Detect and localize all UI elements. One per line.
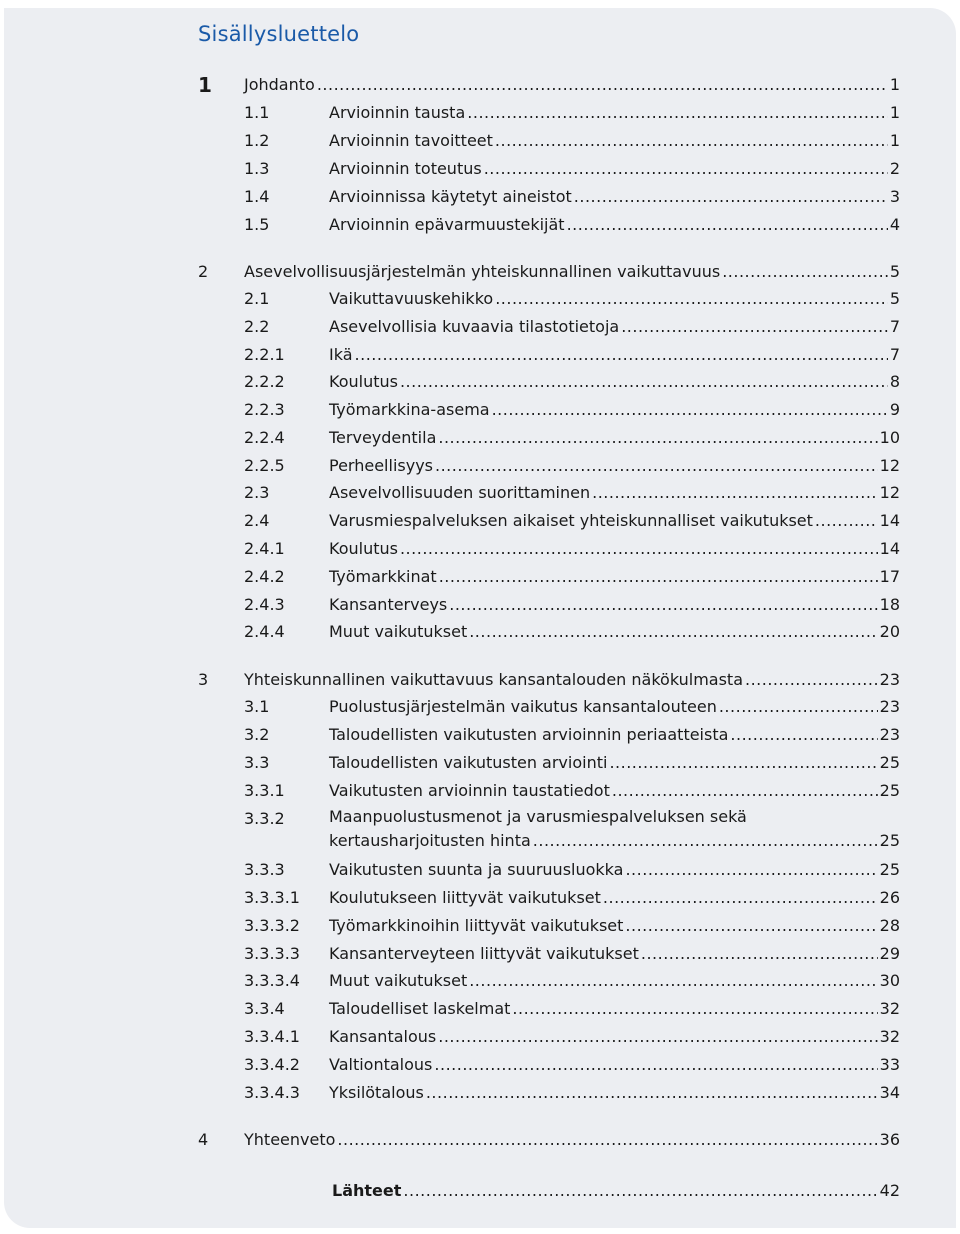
toc-entry-number: 1 (198, 73, 212, 97)
toc-entry-page-number: 5 (889, 262, 900, 281)
toc-entry-page-number: 25 (879, 860, 900, 879)
toc-entry[interactable] (198, 721, 900, 749)
toc-entry-number: 2.4.3 (244, 595, 285, 614)
toc-entry[interactable] (198, 211, 900, 239)
toc-entry[interactable] (198, 995, 900, 1023)
toc-entry-number: 3.3.3 (244, 860, 285, 879)
dot-leader (403, 1177, 877, 1205)
toc-entry[interactable] (198, 71, 900, 99)
dot-leader (400, 368, 888, 396)
dot-leader (434, 1051, 877, 1079)
toc-entry[interactable] (198, 618, 900, 646)
dot-leader (592, 479, 878, 507)
toc-entry-label: Asevelvollisuusjärjestelmän yhteiskunnallinen vaikuttavuus (244, 262, 721, 281)
toc-entry-page-number: 8 (889, 372, 900, 391)
toc-entry-page-number: 28 (879, 916, 900, 935)
toc-entry-number: 3.3.4.1 (244, 1027, 300, 1046)
toc-entry[interactable] (198, 693, 900, 721)
toc-entry-label: Asevelvollisuuden suorittaminen (329, 483, 591, 502)
toc-entry-label: Arvioinnin tausta (329, 103, 466, 122)
toc-entry-label: Koulutus (329, 372, 398, 391)
toc-entry-label: Työmarkkinat (329, 567, 437, 586)
dot-leader (719, 693, 878, 721)
toc-entry[interactable] (198, 749, 900, 777)
toc-entry[interactable] (198, 341, 900, 369)
toc-entry-number: 3.3.3.4 (244, 971, 300, 990)
toc-entry-label: Vaikuttavuuskehikko (329, 289, 494, 308)
toc-entry-page-number: 18 (879, 595, 900, 614)
toc-entry-page-number: 3 (889, 187, 900, 206)
toc-entry-page-number: 20 (879, 622, 900, 641)
dot-leader (435, 452, 878, 480)
toc-entry[interactable] (198, 258, 900, 286)
toc-entry-page-number: 12 (879, 456, 900, 475)
dot-leader (603, 884, 878, 912)
dot-leader (439, 563, 878, 591)
toc-entry-label: Arvioinnin epävarmuustekijät (329, 215, 565, 234)
toc-entry[interactable] (198, 127, 900, 155)
toc-entry-page-number: 30 (879, 971, 900, 990)
toc-entry-number: 3.3.3.3 (244, 944, 300, 963)
toc-entry[interactable] (198, 285, 900, 313)
toc-entry-label: Lähteet (332, 1181, 402, 1200)
toc-entry-number: 4 (198, 1130, 209, 1149)
dot-leader (512, 995, 877, 1023)
toc-entry[interactable] (198, 1126, 900, 1154)
toc-entry-number: 3.3.4 (244, 999, 285, 1018)
toc-entry[interactable] (198, 967, 900, 995)
dot-leader (621, 313, 888, 341)
toc-entry-number: 3.3 (244, 753, 270, 772)
dot-leader (337, 1126, 877, 1154)
toc-entry[interactable] (198, 452, 900, 480)
toc-entry-number: 3.3.4.2 (244, 1055, 300, 1074)
toc-entry[interactable] (198, 507, 900, 535)
toc-entry-number: 3.3.2 (244, 809, 285, 828)
toc-entry-page-number: 9 (889, 400, 900, 419)
toc-entry-label: Perheellisyys (329, 456, 433, 475)
dot-leader (469, 967, 877, 995)
toc-entry[interactable] (198, 940, 900, 968)
toc-entry-page-number: 29 (879, 944, 900, 963)
toc-entry[interactable] (198, 777, 900, 805)
toc-entry-label: Työmarkkinoihin liittyvät vaikutukset (329, 916, 624, 935)
toc-entry-label: Taloudellisten vaikutusten arvioinnin periaatteista (329, 725, 729, 744)
toc-entry-label: Maanpuolustusmenot ja varusmiespalveluksen sekä (329, 807, 747, 826)
toc-entry[interactable] (198, 99, 900, 127)
toc-entry-number: 3.3.3.1 (244, 888, 300, 907)
toc-entry-label: Asevelvollisia kuvaavia tilastotietoja (329, 317, 620, 336)
toc-entry[interactable] (198, 535, 900, 563)
toc-entry[interactable] (198, 1177, 900, 1205)
toc-entry-number: 1.2 (244, 131, 270, 150)
toc-entry-page-number: 33 (879, 1055, 900, 1074)
toc-entry-page-number: 1 (889, 75, 900, 94)
toc-entry-number: 3.3.3.2 (244, 916, 300, 935)
toc-entry-page-number: 12 (879, 483, 900, 502)
toc-entry-page-number: 34 (879, 1083, 900, 1102)
toc-entry-number: 1.5 (244, 215, 270, 234)
toc-entry-label: Yksilötalous (329, 1083, 424, 1102)
dot-leader (815, 507, 878, 535)
toc-entry-page-number: 25 (879, 753, 900, 772)
toc-entry-number: 3.2 (244, 725, 270, 744)
toc-entry-number: 2.2.4 (244, 428, 285, 447)
dot-leader (745, 666, 878, 694)
toc-entry-number: 2.1 (244, 289, 270, 308)
toc-entry-label: Valtiontalous (329, 1055, 433, 1074)
toc-entry-label-continuation: kertausharjoitusten hinta (329, 831, 531, 850)
dot-leader (495, 127, 888, 155)
toc-entry-number: 3.1 (244, 697, 270, 716)
toc-entry[interactable] (198, 155, 900, 183)
toc-entry-label: Kansanterveys (329, 595, 448, 614)
toc-entry-page-number: 4 (889, 215, 900, 234)
toc-entry[interactable] (198, 884, 900, 912)
toc-entry-label: Puolustusjärjestelmän vaikutus kansantalouteen (329, 697, 717, 716)
toc-entry-label: Kansanterveyteen liittyvät vaikutukset (329, 944, 639, 963)
toc-entry-number: 2 (198, 262, 209, 281)
toc-entry-number: 2.2 (244, 317, 270, 336)
toc-entry-page-number: 25 (879, 831, 900, 850)
toc-entry[interactable] (198, 313, 900, 341)
toc-entry-label: Johdanto (244, 75, 315, 94)
dot-leader (467, 99, 888, 127)
toc-entry-page-number: 10 (879, 428, 900, 447)
toc-entry-number: 1.3 (244, 159, 270, 178)
toc-entry[interactable] (198, 424, 900, 452)
toc-entry-page-number: 23 (879, 725, 900, 744)
toc-entry[interactable] (198, 1051, 900, 1079)
dot-leader (449, 591, 877, 619)
toc-entry-page-number: 14 (879, 539, 900, 558)
toc-entry-label: Taloudellisten vaikutusten arviointi (329, 753, 608, 772)
toc-entry-label: Kansantalous (329, 1027, 437, 1046)
toc-entry-label: Yhteenveto (244, 1130, 336, 1149)
toc-entry-label: Yhteiskunnallinen vaikuttavuus kansantalouden näkökulmasta (244, 670, 743, 689)
toc-entry[interactable] (198, 666, 900, 694)
toc-entry-number: 2.2.5 (244, 456, 285, 475)
toc-entry-page-number: 32 (879, 999, 900, 1018)
toc-entry-label: Arvioinnin toteutus (329, 159, 482, 178)
toc-entry-page-number: 23 (879, 670, 900, 689)
dot-leader (438, 1023, 877, 1051)
dot-leader (641, 940, 878, 968)
toc-entry-number: 2.4.2 (244, 567, 285, 586)
toc-entry[interactable] (198, 563, 900, 591)
toc-entry[interactable] (198, 1079, 900, 1107)
page-title: Sisällysluettelo (198, 22, 360, 46)
dot-leader (495, 285, 888, 313)
toc-entry-page-number: 1 (889, 131, 900, 150)
dot-leader (625, 912, 877, 940)
toc-entry-number: 3.3.1 (244, 781, 285, 800)
dot-leader (469, 618, 877, 646)
table-of-contents (198, 0, 900, 1234)
toc-entry-number: 1.4 (244, 187, 270, 206)
toc-entry[interactable] (198, 805, 900, 855)
dot-leader (400, 535, 878, 563)
toc-entry[interactable] (198, 1023, 900, 1051)
toc-entry-number: 3.3.4.3 (244, 1083, 300, 1102)
toc-entry-page-number: 7 (889, 345, 900, 364)
toc-entry-number: 2.2.3 (244, 400, 285, 419)
toc-entry-label: Muut vaikutukset (329, 971, 468, 990)
toc-entry-page-number: 14 (879, 511, 900, 530)
toc-entry-page-number: 7 (889, 317, 900, 336)
dot-leader (574, 183, 888, 211)
toc-entry-label: Terveydentila (329, 428, 437, 447)
toc-entry-page-number: 5 (889, 289, 900, 308)
dot-leader (317, 71, 888, 99)
toc-entry-label: Ikä (329, 345, 353, 364)
toc-entry-number: 2.2.2 (244, 372, 285, 391)
dot-leader (730, 721, 877, 749)
dot-leader (484, 155, 888, 183)
toc-entry-number: 2.2.1 (244, 345, 285, 364)
dot-leader (722, 258, 888, 286)
dot-leader (609, 749, 877, 777)
dot-leader (438, 424, 877, 452)
dot-leader (426, 1079, 878, 1107)
toc-entry-number: 2.4.1 (244, 539, 285, 558)
dot-leader (625, 856, 877, 884)
toc-entry[interactable] (198, 912, 900, 940)
toc-entry-page-number: 17 (879, 567, 900, 586)
dot-leader (612, 777, 878, 805)
toc-entry-label: Arvioinnin tavoitteet (329, 131, 493, 150)
toc-entry-page-number: 26 (879, 888, 900, 907)
toc-entry[interactable] (198, 183, 900, 211)
toc-entry-label: Vaikutusten suunta ja suuruusluokka (329, 860, 624, 879)
dot-leader (355, 341, 888, 369)
toc-entry[interactable] (198, 856, 900, 884)
dot-leader (567, 211, 888, 239)
toc-entry-number: 2.4.4 (244, 622, 285, 641)
dot-leader (533, 829, 878, 853)
toc-entry-number: 3 (198, 670, 209, 689)
toc-entry-page-number: 23 (879, 697, 900, 716)
toc-entry-page-number: 42 (879, 1181, 900, 1200)
toc-entry-label: Koulutus (329, 539, 398, 558)
toc-entry-page-number: 2 (889, 159, 900, 178)
dot-leader (492, 396, 888, 424)
toc-entry-page-number: 36 (879, 1130, 900, 1149)
toc-entry-number: 2.3 (244, 483, 270, 502)
toc-entry-page-number: 25 (879, 781, 900, 800)
toc-entry-number: 2.4 (244, 511, 270, 530)
toc-entry-label: Varusmiespalveluksen aikaiset yhteiskunnalliset vaikutukset (329, 511, 813, 530)
toc-entry-page-number: 1 (889, 103, 900, 122)
toc-entry-page-number: 32 (879, 1027, 900, 1046)
toc-entry-label: Koulutukseen liittyvät vaikutukset (329, 888, 601, 907)
toc-entry-label: Taloudelliset laskelmat (329, 999, 511, 1018)
toc-entry[interactable] (198, 396, 900, 424)
toc-entry-label: Muut vaikutukset (329, 622, 468, 641)
toc-entry[interactable] (198, 591, 900, 619)
toc-entry-number: 1.1 (244, 103, 270, 122)
toc-entry[interactable] (198, 368, 900, 396)
toc-entry-label: Työmarkkina-asema (329, 400, 490, 419)
toc-entry-label: Vaikutusten arvioinnin taustatiedot (329, 781, 610, 800)
toc-entry[interactable] (198, 479, 900, 507)
toc-entry-label: Arvioinnissa käytetyt aineistot (329, 187, 572, 206)
